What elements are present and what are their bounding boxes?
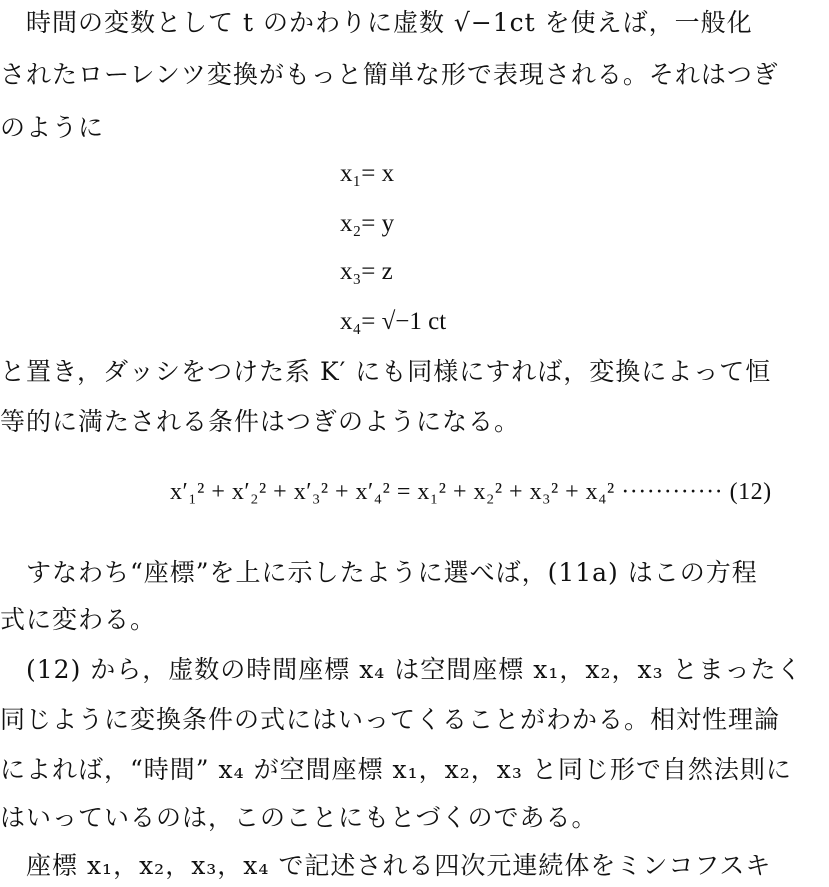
paragraph-4-line-4: はいっているのは，このことにもとづくのである。 [0,803,598,832]
paragraph-4-line-2: 同じように変換条件の式にはいってくることがわかる。相対性理論 [0,705,781,734]
paragraph-5-line-1: 座標 x₁，x₂，x₃，x₄ で記述される四次元連続体をミンコフスキ [0,851,772,880]
paragraph-1-line-3: のように [0,113,105,142]
paragraph-2-line-1: と置き，ダッシをつけた系 K′ にも同様にすれば，変換によって恒 [0,357,772,386]
equation-x3: x₃= z [340,258,393,285]
paragraph-3-line-1: すなわち“座標”を上に示したように選べば，(11a) はこの方程 [0,558,758,587]
equation-12: x′₁² + x′₂² + x′₃² + x′₄² = x₁² + x₂² + x₃² + x₄² ············ (12) [170,479,772,505]
paragraph-3-line-2: 式に変わる。 [0,605,157,634]
equation-x4: x₄= √−1 ct [340,308,447,335]
paragraph-4-line-1: (12) から，虚数の時間座標 x₄ は空間座標 x₁，x₂，x₃ とまったく [0,655,803,684]
equation-x1: x₁= x [340,160,395,187]
equation-x2: x₂= y [340,210,395,237]
paragraph-4-line-3: によれば，“時間” x₄ が空間座標 x₁，x₂，x₃ と同じ形で自然法則に [0,755,792,784]
paragraph-1-line-1: 時間の変数として t のかわりに虚数 √−1ct を使えば，一般化 [0,8,753,37]
paragraph-1-line-2: されたローレンツ変換がもっと簡単な形で表現される。それはつぎ [0,60,779,89]
paragraph-2-line-2: 等的に満たされる条件はつぎのようになる。 [0,407,521,436]
